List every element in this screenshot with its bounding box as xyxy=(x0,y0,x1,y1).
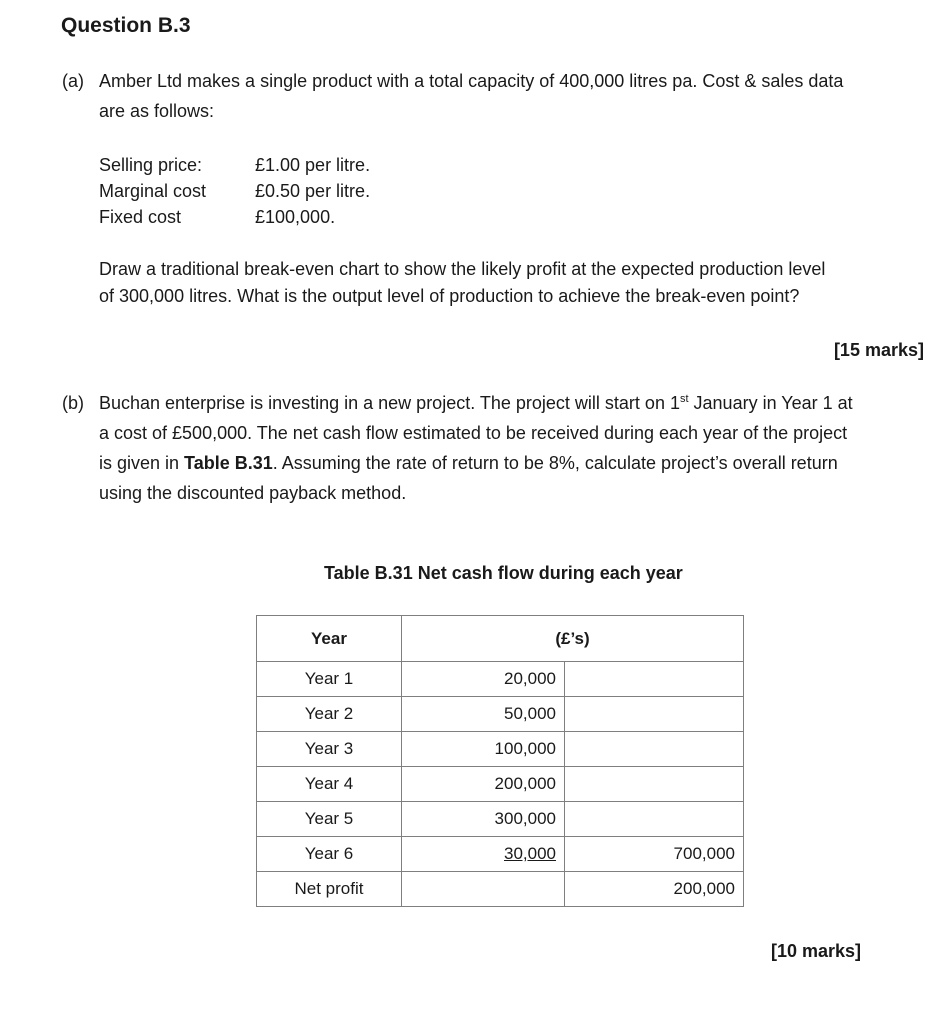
cell-amount: 300,000 xyxy=(402,802,565,837)
cell-year: Year 3 xyxy=(257,732,402,767)
question-title: Question B.3 xyxy=(61,14,191,37)
cell-amount xyxy=(402,872,565,907)
cell-year: Year 6 xyxy=(257,837,402,872)
part-a-intro xyxy=(99,66,843,126)
table-row xyxy=(257,662,744,697)
cell-amount xyxy=(402,837,565,872)
table-caption: Table B.31 Net cash flow during each year xyxy=(324,563,683,583)
data-row-label: Fixed cost xyxy=(99,207,182,227)
table-row xyxy=(257,767,744,802)
cell-amount-underlined: 30,000 xyxy=(504,844,556,863)
cell-total xyxy=(565,767,744,802)
data-row-label: Marginal cost xyxy=(99,181,207,201)
part-b-line4: using the discounted payback method. xyxy=(99,483,407,503)
cell-year: Year 4 xyxy=(257,767,402,802)
header-year: Year xyxy=(257,616,402,662)
cash-flow-table xyxy=(256,615,744,907)
cell-total: 200,000 xyxy=(565,872,744,907)
table-header-row xyxy=(257,616,744,662)
data-row-value: £100,000. xyxy=(255,207,336,227)
part-b-label: (b) xyxy=(62,393,84,413)
part-a-intro-line2: are as follows: xyxy=(99,101,215,121)
cell-amount: 200,000 xyxy=(402,767,565,802)
cell-year: Year 2 xyxy=(257,697,402,732)
table-row xyxy=(257,837,744,872)
data-row-value: £0.50 per litre. xyxy=(255,181,371,201)
cell-year: Year 5 xyxy=(257,802,402,837)
data-row-fixed-cost xyxy=(99,204,335,230)
table-row xyxy=(257,732,744,767)
table-row xyxy=(257,802,744,837)
cell-total xyxy=(565,802,744,837)
cell-year: Net profit xyxy=(257,872,402,907)
data-row-marginal-cost xyxy=(99,178,370,204)
part-a-marks: [15 marks] xyxy=(833,340,924,360)
part-a-task xyxy=(99,256,825,310)
part-b-line2: a cost of £500,000. The net cash flow estimated to be received during each year of the project xyxy=(99,423,848,443)
part-a-task-line1: Draw a traditional break-even chart to show the likely profit at the expected production level xyxy=(99,259,826,279)
data-row-value: £1.00 per litre. xyxy=(255,155,371,175)
part-a-label: (a) xyxy=(62,71,84,91)
cell-total xyxy=(565,662,744,697)
table-row xyxy=(257,872,744,907)
part-b-line1: Buchan enterprise is investing in a new project. The project will start on 1st January in Year 1 at xyxy=(99,393,853,413)
data-row-label: Selling price: xyxy=(99,155,203,175)
part-b-text xyxy=(99,388,853,508)
header-amount: (£’s) xyxy=(402,616,744,662)
part-b-line3: is given in Table B.31. Assuming the rate of return to be 8%, calculate project’s overall return xyxy=(99,453,838,473)
cell-amount: 50,000 xyxy=(402,697,565,732)
cell-total xyxy=(565,732,744,767)
part-b-marks: [10 marks] xyxy=(771,941,862,961)
table-row xyxy=(257,697,744,732)
data-row-selling-price xyxy=(99,152,370,178)
cell-total xyxy=(565,697,744,732)
cell-total: 700,000 xyxy=(565,837,744,872)
cell-year: Year 1 xyxy=(257,662,402,697)
cell-amount: 100,000 xyxy=(402,732,565,767)
part-a-task-line2: of 300,000 litres. What is the output level of production to achieve the break-even point? xyxy=(99,286,800,306)
cell-amount: 20,000 xyxy=(402,662,565,697)
part-a-intro-line1: Amber Ltd makes a single product with a total capacity of 400,000 litres pa. Cost & sales data xyxy=(99,71,844,91)
